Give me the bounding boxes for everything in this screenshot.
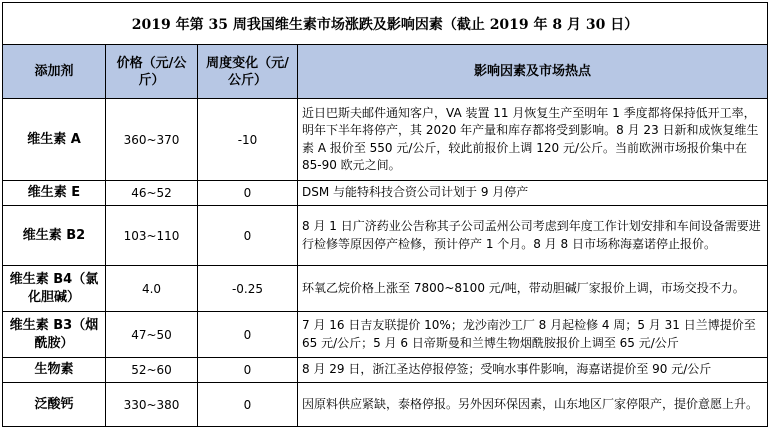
row-change: 0 [198, 383, 298, 427]
row-factors: 8 月 1 日广济药业公告称其子公司孟州公司考虑到年度工作计划安排和车间设备需要进行检修等原因停产检修，预计停产 1 个月。8 月 8 日市场称海嘉诺停止报价。 [298, 206, 768, 266]
row-change: 0 [198, 181, 298, 206]
row-name: 维生素 B3（烟酰胺） [3, 312, 106, 358]
row-change: -10 [198, 99, 298, 181]
table-row [3, 383, 768, 427]
row-change: -0.25 [198, 266, 298, 312]
row-name: 泛酸钙 [3, 383, 106, 427]
row-factors: 7 月 16 日吉友联提价 10%；龙沙南沙工厂 8 月起检修 4 周；5 月 31 日兰博提价至 65 元/公斤；5 月 6 日帝斯曼和兰博生物烟酰胺报价上调至 65 元/公斤 [298, 312, 768, 358]
row-name: 维生素 B2 [3, 206, 106, 266]
table-row [3, 181, 768, 206]
row-price: 4.0 [106, 266, 198, 312]
row-price: 52~60 [106, 358, 198, 383]
row-name: 维生素 E [3, 181, 106, 206]
header-weekly-change: 周度变化（元/公斤） [198, 45, 298, 99]
row-factors: DSM 与能特科技合资公司计划于 9 月停产 [298, 181, 768, 206]
header-additive: 添加剂 [3, 45, 106, 99]
row-price: 330~380 [106, 383, 198, 427]
table-row [3, 206, 768, 266]
row-name: 维生素 A [3, 99, 106, 181]
row-factors: 8 月 29 日，浙江圣达停报停签；受响水事件影响，海嘉诺提价至 90 元/公斤 [298, 358, 768, 383]
table-title: 2019 年第 35 周我国维生素市场涨跌及影响因素（截止 2019 年 8 月 30 日） [3, 3, 768, 45]
row-change: 0 [198, 358, 298, 383]
row-factors: 因原料供应紧缺，泰格停报。另外因环保因素，山东地区厂家停限产，提价意愿上升。 [298, 383, 768, 427]
row-price: 46~52 [106, 181, 198, 206]
table-row [3, 99, 768, 181]
row-change: 0 [198, 206, 298, 266]
table-row [3, 312, 768, 358]
row-price: 360~370 [106, 99, 198, 181]
row-factors: 环氧乙烷价格上涨至 7800~8100 元/吨，带动胆碱厂家报价上调，市场交投不力。 [298, 266, 768, 312]
row-price: 47~50 [106, 312, 198, 358]
table-row [3, 358, 768, 383]
table-row [3, 266, 768, 312]
row-price: 103~110 [106, 206, 198, 266]
row-name: 生物素 [3, 358, 106, 383]
vitamin-market-table [2, 2, 768, 427]
row-name: 维生素 B4（氯化胆碱） [3, 266, 106, 312]
header-factors: 影响因素及市场热点 [298, 45, 768, 99]
row-change: 0 [198, 312, 298, 358]
header-price: 价格（元/公斤） [106, 45, 198, 99]
row-factors: 近日巴斯夫邮件通知客户，VA 装置 11 月恢复生产至明年 1 季度都将保持低开工率，明年下半年将停产，其 2020 年产量和库存都将受到影响。8 月 23 日新和成恢复维生素 A 报价至 550 元/公斤，较此前报价上调 120 元/公斤。当前欧洲市场报价集中在 85-90 欧元之间。 [298, 99, 768, 181]
table-header-row [3, 45, 768, 99]
